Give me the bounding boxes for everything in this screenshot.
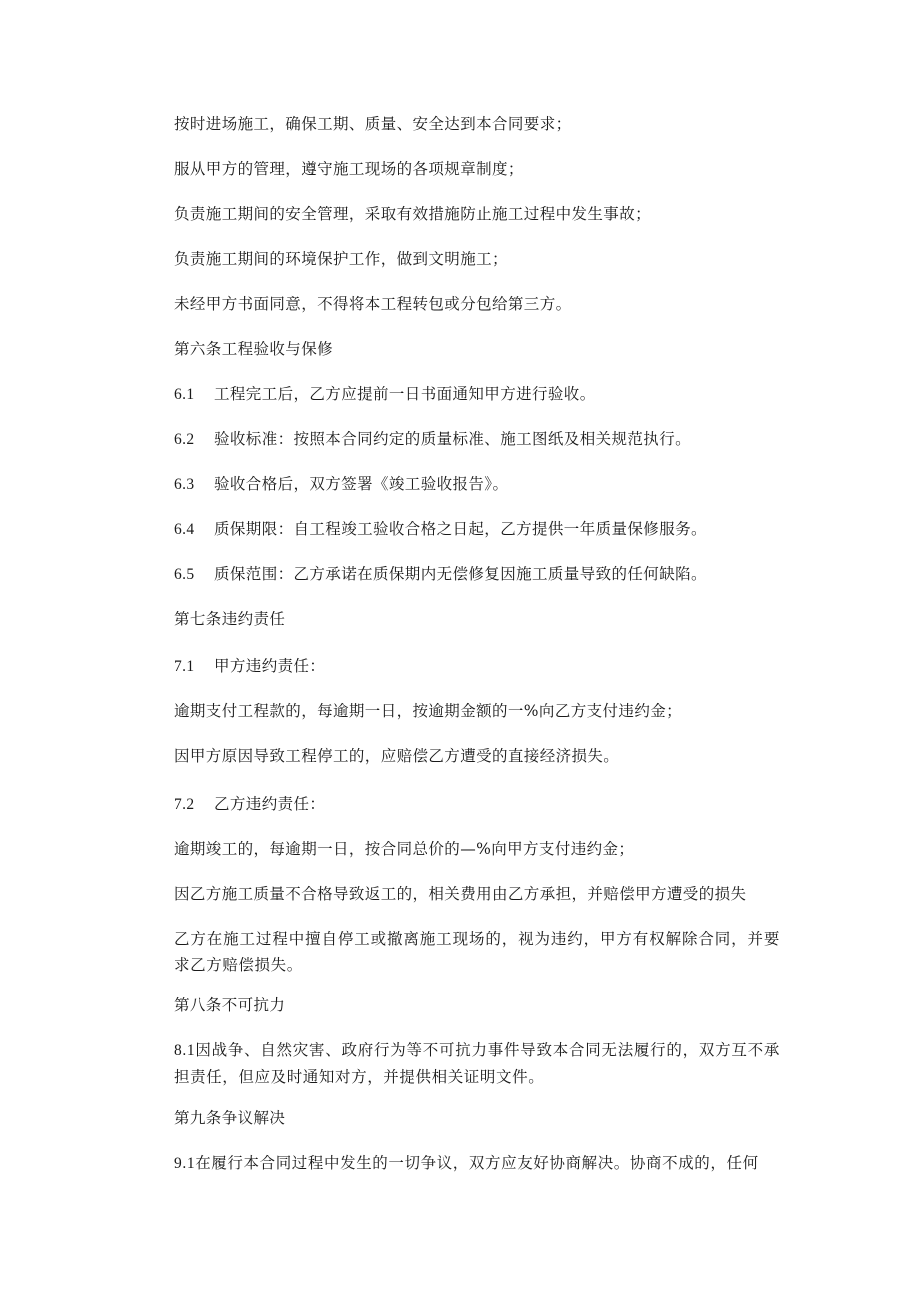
section-7-title: 第七条违约责任 <box>174 610 286 628</box>
clause-text: 因战争、自然灾害、政府行为等不可抗力事件导致本合同无法履行的，双方互不承担责任，但应及时通知对方，并提供相关证明文件。 <box>174 1041 780 1086</box>
party-b-breach-line-1: 逾期竣工的，每逾期一日，按合同总价的—%向甲方支付违约金； <box>174 840 635 858</box>
party-a-breach-line-1: 逾期支付工程款的，每逾期一日，按逾期金额的一%向乙方支付违约金； <box>174 702 683 720</box>
clause-number: 6.5 <box>174 566 195 583</box>
clause-number: 7.1 <box>174 658 195 675</box>
clause-number: 6.3 <box>174 476 195 493</box>
clause-text: 质保范围：乙方承诺在质保期内无偿修复因施工质量导致的任何缺陷。 <box>214 565 707 583</box>
clause-6-4 <box>174 519 707 540</box>
clause-7-1 <box>174 656 325 677</box>
duty-line-5: 未经甲方书面同意，不得将本工程转包或分包给第三方。 <box>174 295 572 313</box>
section-9-title: 第九条争议解决 <box>174 1109 286 1127</box>
clause-number: 6.2 <box>174 431 195 448</box>
duty-line-2: 服从甲方的管理，遵守施工现场的各项规章制度； <box>174 160 524 178</box>
duty-line-1: 按时进场施工，确保工期、质量、安全达到本合同要求； <box>174 115 572 133</box>
clause-text: 甲方违约责任： <box>214 657 326 675</box>
clause-6-5 <box>174 564 707 585</box>
clause-6-2 <box>174 429 691 450</box>
clause-text: 验收标准：按照本合同约定的质量标准、施工图纸及相关规范执行。 <box>214 430 692 448</box>
clause-6-3 <box>174 474 508 495</box>
party-b-breach-line-2: 因乙方施工质量不合格导致返工的，相关费用由乙方承担，并赔偿甲方遭受的损失 <box>174 885 747 903</box>
clause-text: 验收合格后，双方签署《竣工验收报告》。 <box>214 475 509 493</box>
clause-number: 9.1 <box>174 1155 196 1172</box>
clause-text: 在履行本合同过程中发生的一切争议，双方应友好协商解决。协商不成的，任何 <box>195 1154 759 1172</box>
party-b-breach-paragraph <box>174 926 780 978</box>
party-a-breach-line-2: 因甲方原因导致工程停工的，应赔偿乙方遭受的直接经济损失。 <box>174 747 620 765</box>
duty-line-3: 负责施工期间的安全管理，采取有效措施防止施工过程中发生事故； <box>174 205 652 223</box>
duty-line-4: 负责施工期间的环境保护工作，做到文明施工； <box>174 250 508 268</box>
clause-number: 6.1 <box>174 386 195 403</box>
clause-text: 质保期限：自工程竣工验收合格之日起，乙方提供一年质量保修服务。 <box>214 520 707 538</box>
paragraph-text: 乙方在施工过程中擅自停工或撤离施工现场的，视为违约，甲方有权解除合同，并要求乙方赔偿损失。 <box>174 930 780 974</box>
clause-6-1 <box>174 384 596 405</box>
section-6-title: 第六条工程验收与保修 <box>174 340 334 358</box>
clause-9-1 <box>174 1150 780 1177</box>
clause-8-1 <box>174 1037 780 1090</box>
clause-text: 乙方违约责任： <box>214 795 326 813</box>
clause-7-2 <box>174 794 325 815</box>
section-8-title: 第八条不可抗力 <box>174 996 286 1014</box>
clause-number: 6.4 <box>174 521 195 538</box>
clause-number: 8.1 <box>174 1042 196 1059</box>
clause-text: 工程完工后，乙方应提前一日书面通知甲方进行验收。 <box>214 385 596 403</box>
clause-number: 7.2 <box>174 796 195 813</box>
